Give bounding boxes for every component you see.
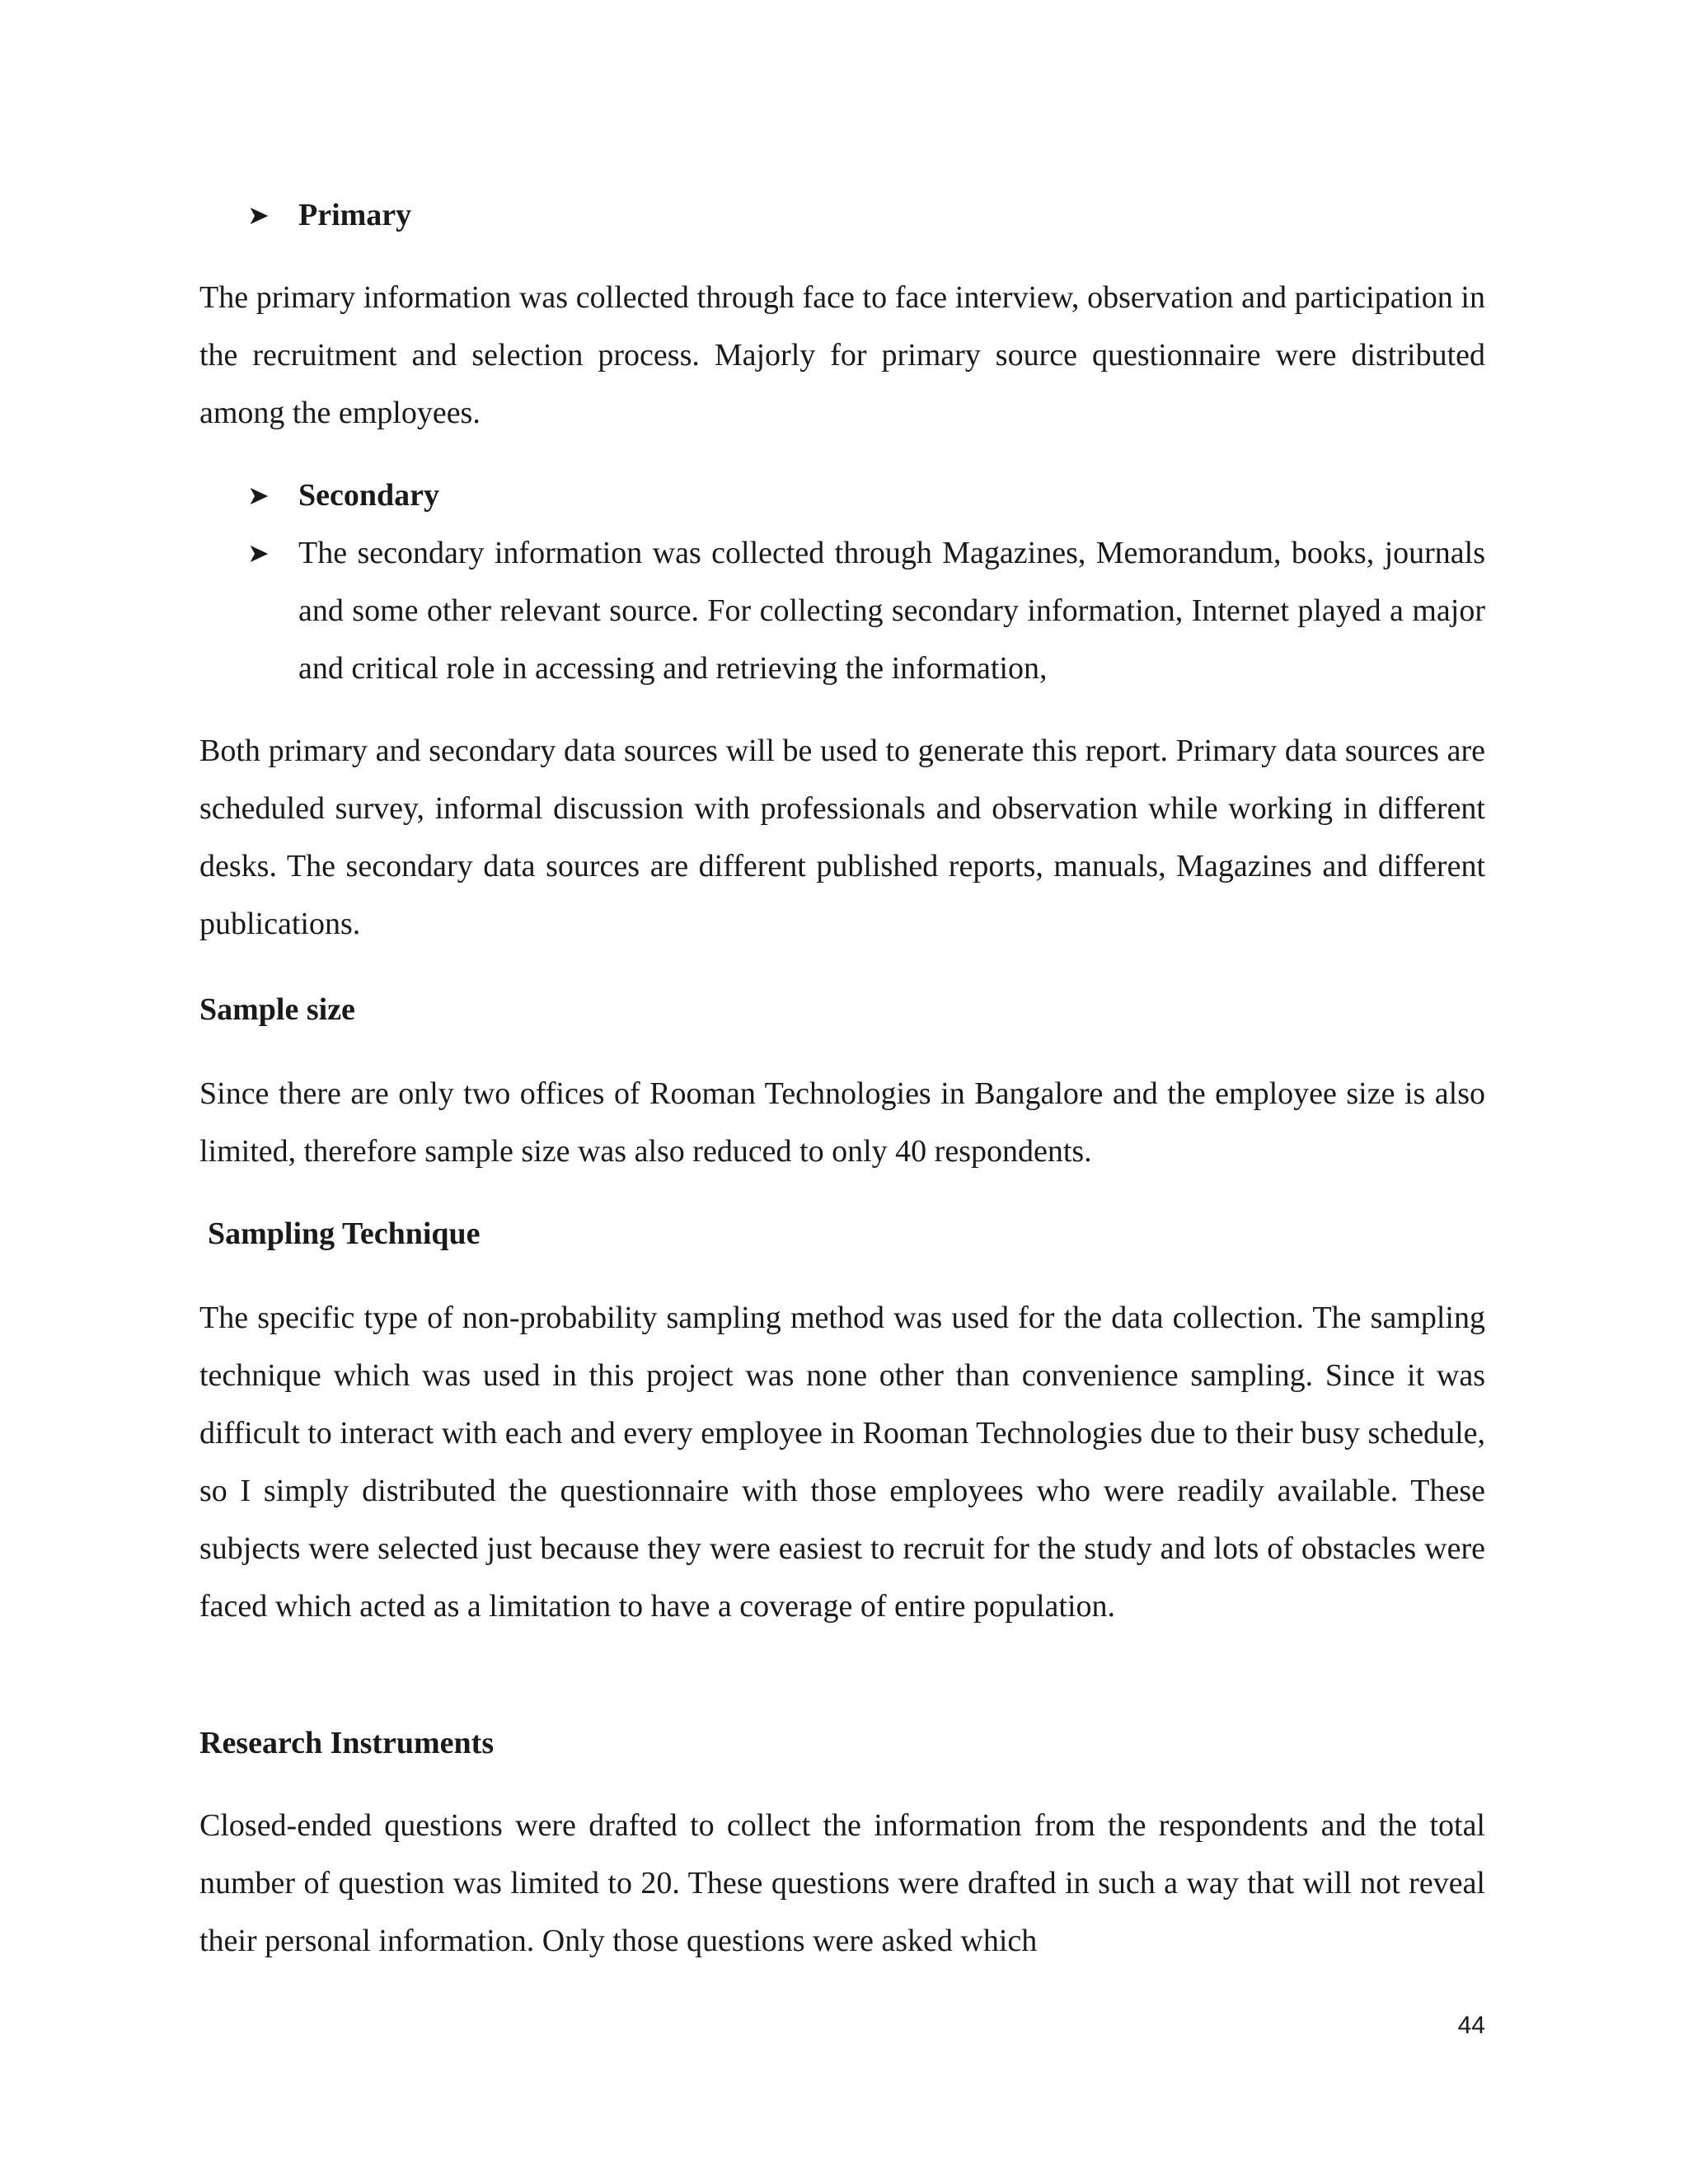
arrowhead-bullet-icon: ➤ [247, 537, 270, 569]
sampling-technique-heading: Sampling Technique [208, 1216, 481, 1251]
data-sources-paragraph: Both primary and secondary data sources will be used to generate this report. Primary data sources are scheduled survey, informal discussion with professionals and observation while working in different desks. The secondary data sources are different published reports, manuals, Magazines and different publications. [199, 733, 1485, 941]
secondary-heading: Secondary [298, 478, 439, 513]
secondary-paragraph: The secondary information was collected through Magazines, Memorandum, books, journals and some other relevant source. For collecting secondary information, Internet played a major and critical role in accessing and retrieving the information, [298, 536, 1485, 686]
research-instruments-heading: Research Instruments [199, 1726, 495, 1760]
arrowhead-bullet-icon: ➤ [247, 480, 270, 511]
primary-paragraph: The primary information was collected through face to face interview, observation and participation in the recruitment and selection process. Majorly for primary source questionnaire were distributed among the employees. [199, 280, 1485, 430]
secondary-bullet [247, 466, 1485, 524]
sample-size-heading: Sample size [199, 992, 355, 1027]
primary-bullet [247, 186, 1485, 244]
primary-heading: Primary [298, 198, 412, 232]
research-instruments-paragraph: Closed-ended questions were drafted to collect the information from the respondents and the total number of question was limited to 20. These questions were drafted in such a way that will not reveal their personal information. Only those questions were asked which [199, 1808, 1485, 1958]
page-number: 44 [1457, 2012, 1485, 2039]
sampling-technique-paragraph: The specific type of non-probability sampling method was used for the data collection. The sampling technique which was used in this project was none other than convenience sampling. Since it was difficult to interact with each and every employee in Rooman Technologies due to their busy schedule, so I simply distributed the questionnaire with those employees who were readily available. These subjects were selected just because they were easiest to recruit for the study and lots of obstacles were faced which acted as a limitation to have a coverage of entire population. [199, 1301, 1485, 1624]
arrowhead-bullet-icon: ➤ [247, 199, 270, 231]
sample-size-paragraph: Since there are only two offices of Rooman Technologies in Bangalore and the employee size is also limited, therefore sample size was also reduced to only 40 respondents. [199, 1076, 1485, 1169]
secondary-bullet-paragraph [247, 524, 1485, 697]
